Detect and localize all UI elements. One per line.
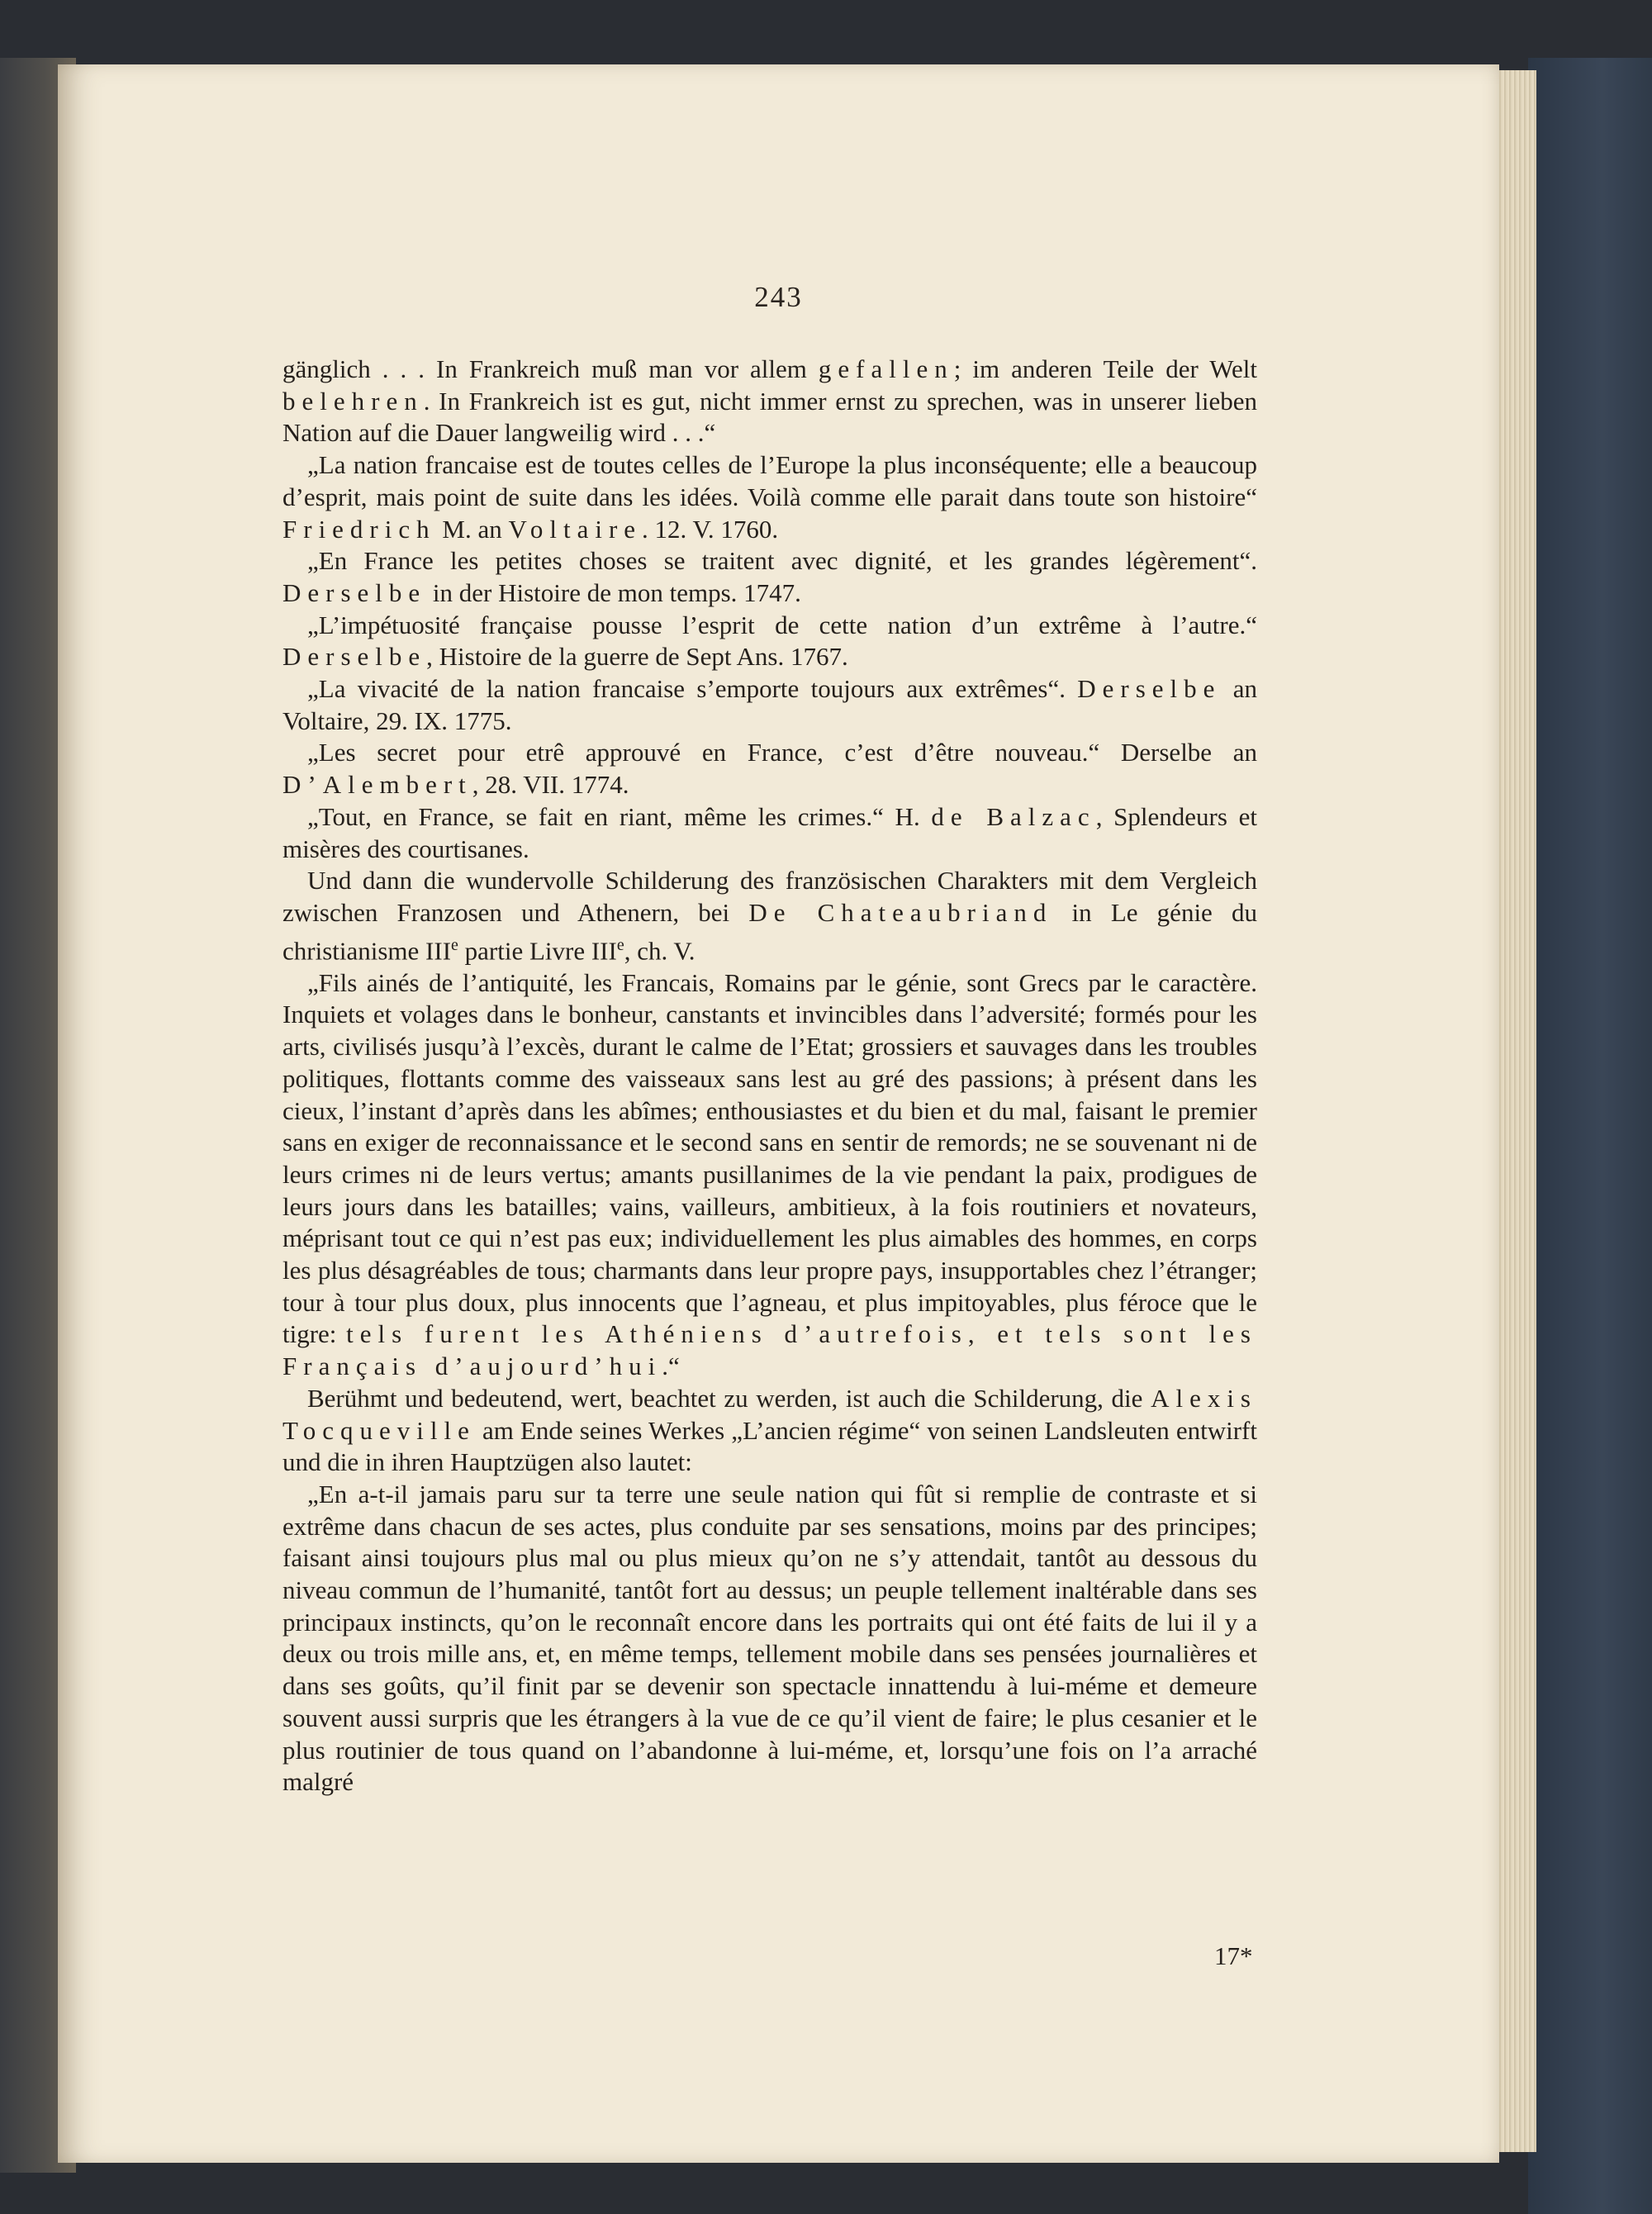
spaced-name: Derselbe <box>282 577 427 607</box>
text-run: , ch. V. <box>624 935 695 965</box>
text-run: „En France les petites choses se traitent avec dignité, et les grandes légèrement“. <box>307 546 1257 576</box>
text-run: „Tout, en France, se fait en riant, même les crimes.“ H. <box>307 801 932 831</box>
text-run: M. an <box>435 514 509 544</box>
book-page <box>58 64 1499 2163</box>
spaced-name: D’Alembert <box>282 770 472 800</box>
paragraph <box>282 1383 1257 1479</box>
spaced-name: gefallen <box>818 354 954 383</box>
paragraph <box>282 354 1257 449</box>
spaced-name: Derselbe <box>282 642 427 672</box>
text-run: gänglich . . . In Frankreich muß man vor allem <box>282 354 819 383</box>
spaced-name: de Balzac <box>931 801 1096 831</box>
signature-mark: 17* <box>1214 1941 1253 1970</box>
text-run: .“ <box>662 1352 680 1381</box>
text-run: in der Histoire de mon temps. 1747. <box>426 577 801 607</box>
text-run: Berühmt und bedeutend, wert, beachtet zu werden, ist auch die Schilderung, die <box>307 1383 1151 1413</box>
spaced-name: belehren <box>282 386 424 416</box>
page-number: 243 <box>754 281 803 313</box>
paragraph <box>282 801 1257 865</box>
paragraph <box>282 1479 1257 1798</box>
spaced-name: De Chateaubriand <box>748 897 1053 927</box>
text-run: in Le génie du christianisme III <box>282 897 1257 965</box>
text-run: ; im anderen Teile der Welt <box>953 354 1257 383</box>
body-text <box>282 354 1257 1798</box>
paragraph <box>282 967 1257 1383</box>
paragraph <box>282 610 1257 673</box>
text-run: „L’impétuosité française pousse l’esprit de cette nation d’un extrême à l’autre.“ <box>307 610 1257 639</box>
text-run: „La vivacité de la nation francaise s’emporte toujours aux extrêmes“. <box>307 674 1078 704</box>
text-run: „La nation francaise est de toutes celles de l’Europe la plus inconséquente; elle a beaucoup d’esprit, mais point de suite dans les idées. Voilà comme elle parait dans toute son histoire“ <box>282 450 1257 511</box>
text-run: Und dann die wundervolle Schilderung des französischen Charakters mit dem Vergleich zwischen Franzosen und Athenern, bei <box>282 866 1257 927</box>
book-cover-right <box>1528 58 1652 2214</box>
text-run: e <box>616 935 624 954</box>
spaced-name: tels furent les Athéniens d’autrefois, et tels sont les Français d’aujourd’hui <box>282 1319 1257 1381</box>
text-run: an Voltaire, 29. IX. 1775. <box>282 674 1257 735</box>
text-run: partie Livre III <box>458 935 617 965</box>
text-run: , Histoire de la guerre de Sept Ans. 1767. <box>426 642 848 672</box>
paragraph <box>282 673 1257 737</box>
text-run: , Splendeurs et misères des courtisanes. <box>282 801 1257 863</box>
text-run: e <box>451 935 458 954</box>
paragraph <box>282 545 1257 609</box>
text-run: . 12. V. 1760. <box>642 514 779 544</box>
spaced-name: Derselbe <box>1077 674 1222 704</box>
text-run: am Ende seines Werkes „L’ancien régime“ von seinen Landsleuten entwirft und die in ihren Hauptzügen also lautet: <box>282 1415 1257 1477</box>
text-run: „Fils ainés de l’antiquité, les Francais, Romains par le génie, sont Grecs par le caractère. Inquiets et volages dans le bonheur, canstants et invincibles dans l’adversité; formés pour les arts, civilisés jusqu’à l’excès, durant le calme de l’Etat; grossiers et sauvages dans les troubles politiques, flottants comme des vaisseaux sans lest au gré des passions; à présent dans les cieux, l’instant d’après dans les abîmes; enthousiastes et du bien et du mal, faisant le premier sans en exiger de reconnaissance et le second sans en sentir de remords; ne se souvenant ni de leurs crimes ni de leurs vertus; amants pusillanimes de la vie pendant la paix, prodigues de leurs jours dans les batailles; vains, vailleurs, ambitieux, à la fois routiniers et novateurs, méprisant tout ce qui n’est pas eux; individuellement les plus aimables des hommes, en corps les plus désagréables de tous; charmants dans leur propre pays, insupportables chez l’étranger; tour à tour plus doux, plus innocents que l’agneau, et plus impitoyables, plus féroce que le tigre: <box>282 967 1257 1349</box>
text-run: , 28. VII. 1774. <box>472 770 629 800</box>
paragraph <box>282 737 1257 801</box>
spaced-name: Voltaire <box>508 514 643 544</box>
text-run: „En a-t-il jamais paru sur ta terre une seule nation qui fût si remplie de contraste et si extrême dans chacun de ses actes, plus conduite par ses sensations, moins par des principes; faisant ainsi toujours plus mal ou plus mieux qu’on ne s’y attendait, tantôt au dessous du niveau commun de l’humanité, tantôt fort au dessus; un peuple tellement inaltérable dans ses principaux instincts, qu’on le reconnaît encore dans les portraits qui ont été faits de lui il y a deux ou trois mille ans, et, en même temps, tellement mobile dans ses pensées journalières et dans ses goûts, qu’il finit par se devenir son spectacle innattendu à lui-méme et demeure souvent aussi surpris que les étrangers à la vue de ce qu’il vient de faire; le plus cesanier et le plus routinier de tous quand on l’abandonne à lui-méme, et, lorsqu’une fois on l’a arraché malgré <box>282 1479 1257 1797</box>
paragraph <box>282 865 1257 967</box>
spaced-name: Friedrich <box>282 514 436 544</box>
text-run: . In Frankreich ist es gut, nicht immer ernst zu sprechen, was in unserer lieben Nation auf die Dauer langweilig wird . . .“ <box>282 386 1257 448</box>
paragraph <box>282 449 1257 545</box>
text-run: „Les secret pour etrê approuvé en France, c’est d’être nouveau.“ Derselbe an <box>307 738 1257 767</box>
spaced-name: Alexis Tocqueville <box>282 1383 1257 1445</box>
